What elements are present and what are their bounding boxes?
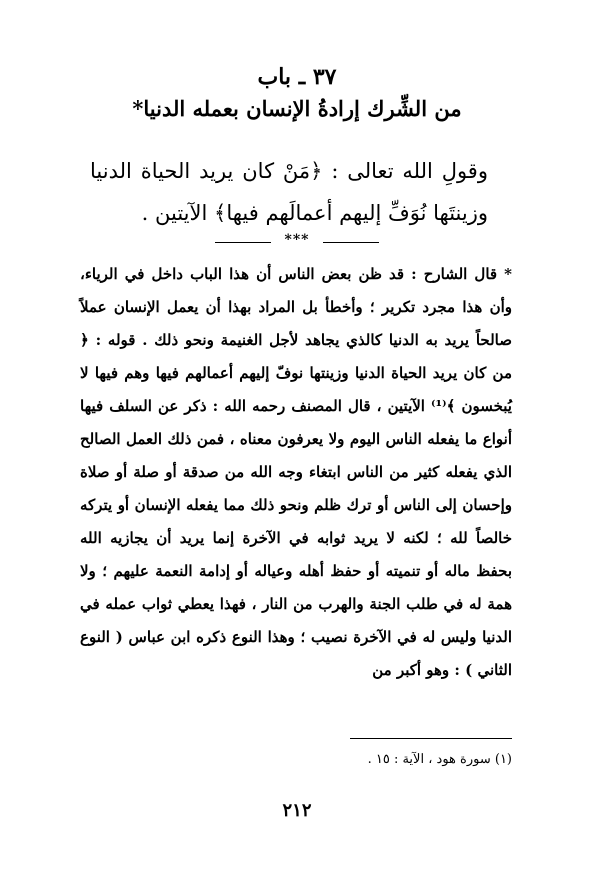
- page-number: ٢١٢: [282, 800, 312, 821]
- section-separator: [215, 234, 379, 250]
- chapter-number: ٣٧ ـ باب: [257, 64, 337, 90]
- chapter-heading: [0, 62, 594, 126]
- footnote: (١) سورة هود ، الآية : ١٥ .: [367, 752, 512, 767]
- chapter-title: من الشِّرك إرادةُ الإنسان بعمله الدنيا*: [132, 96, 462, 121]
- commentary-text: * قال الشارح : قد ظن بعض الناس أن هذا الباب داخل في الرياء، وأن هذا مجرد تكرير ؛ وأخطأ بل المراد بهذا أن يعمل الإنسان عملاً صالحاً يريد به الدنيا كالذي يجاهد لأجل الغنيمة ونحو ذلك . قوله : ﴿ من كان يريد الحياة الدنيا وزينتها نوفّ إليهم أعمالهم فيها وهم فيها لا يُبخسون ﴾⁽¹⁾ الآيتين ، قال المصنف رحمه الله : ذكر عن السلف فيها أنواع ما يفعله الناس اليوم ولا يعرفون معناه ، فمن ذلك العمل الصالح الذي يفعله كثير من الناس ابتغاء وجه الله من صدقة أو صلة أو صلاة وإحسان إلى الناس أو ترك ظلم ونحو ذلك مما يفعله الإنسان أو يتركه خالصاً لله ؛ لكنه لا يريد ثوابه في الآخرة إنما يريد أن يجازيه الله بحفظ ماله أو تنميته أو حفظ أهله وعياله أو إدامة النعمة عليهم ؛ ولا همة له في طلب الجنة والهرب من النار ، فهذا يعطي ثواب عمله في الدنيا وليس له في الآخرة نصيب ؛ وهذا النوع ذكره ابن عباس ( النوع الثاني ) : وهو أكبر من: [80, 265, 512, 679]
- separator-stars: ***: [284, 232, 310, 248]
- separator-line-right: [323, 242, 379, 243]
- separator-line-left: [215, 242, 271, 243]
- quote-text: وقولِ الله تعالى : ﴿مَنْ كان يريد الحياة الدنيا وزينتَها نُوَفِّ إليهم أعمالَهم فيها﴾ الآيتين .: [90, 159, 488, 225]
- quranic-quote: [90, 150, 488, 234]
- footnote-divider: [350, 738, 512, 739]
- commentary-body: [80, 258, 512, 687]
